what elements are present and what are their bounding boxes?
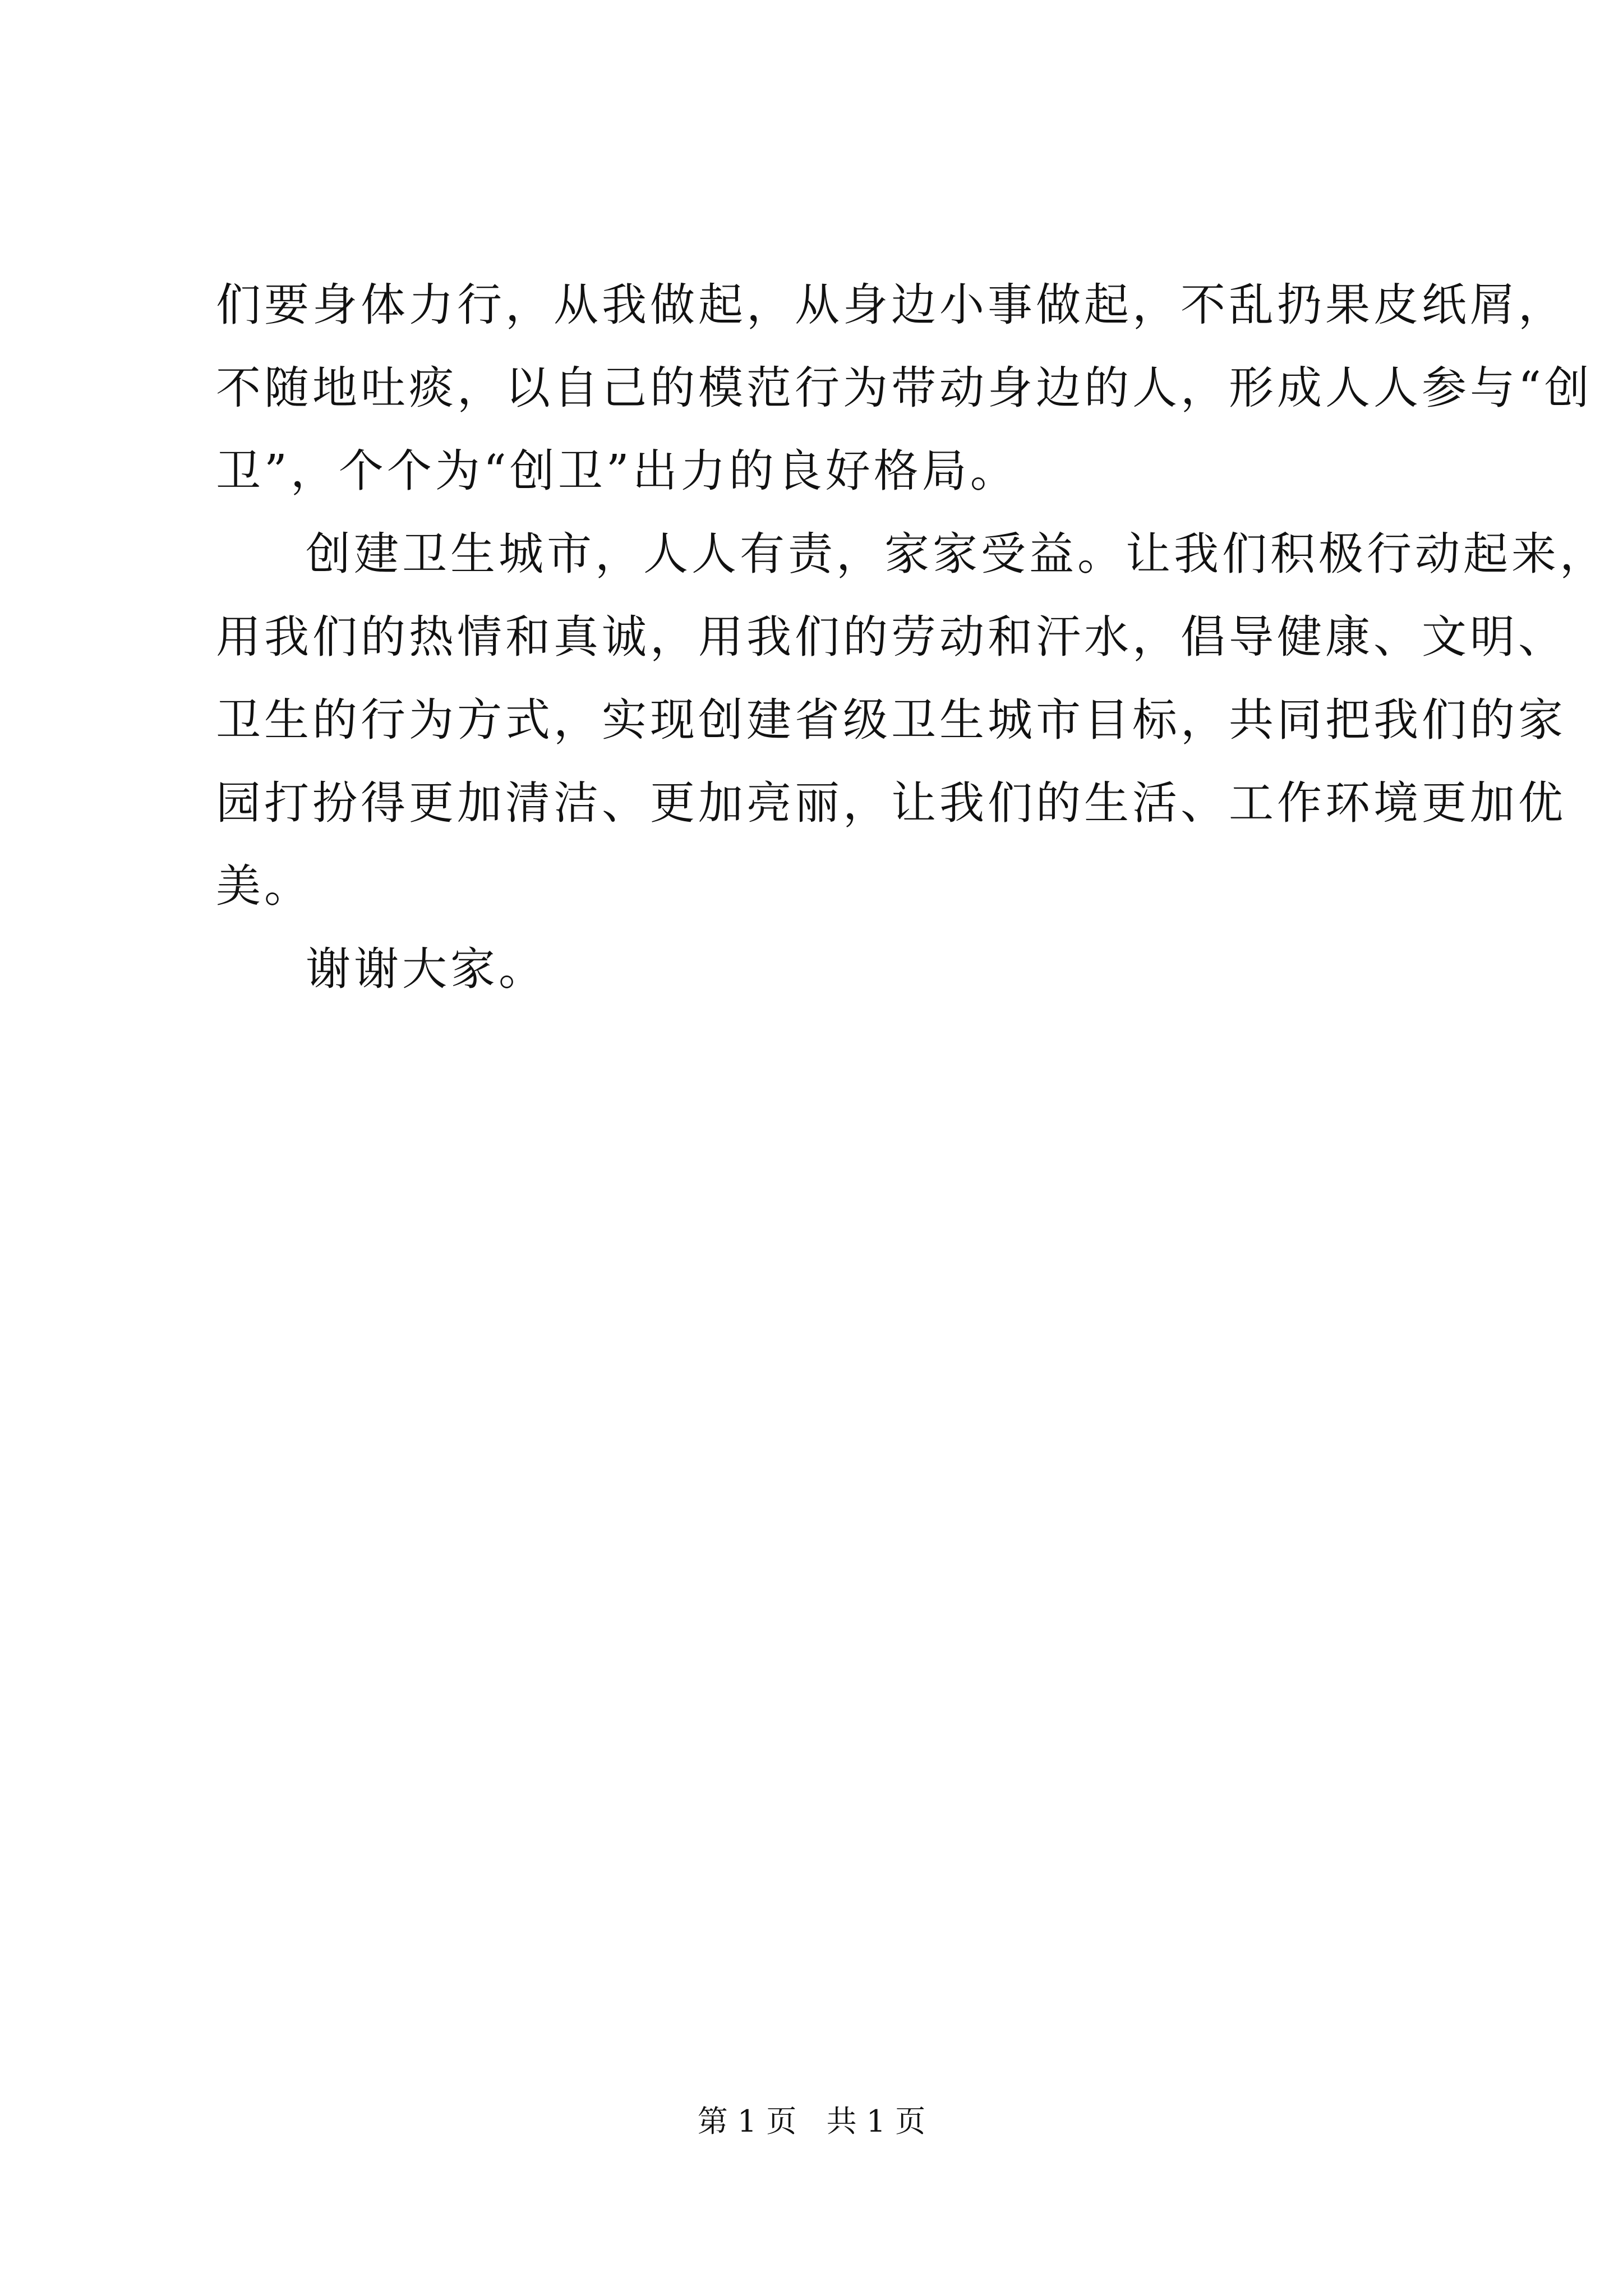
document-body (216, 264, 1608, 1011)
text-line: 卫”，个个为“创卫”出力的良好格局。 (216, 445, 1018, 497)
text-line: 不随地吐痰，以自己的模范行为带动身边的人，形成人人参与“创 (216, 362, 1593, 414)
page-footer (0, 2099, 1623, 2144)
text-line: 创建卫生城市，人人有责，家家受益。让我们积极行动起来， (306, 528, 1608, 580)
text-line: 园打扮得更加清洁、更加亮丽，让我们的生活、工作环境更加优 (216, 777, 1566, 829)
text-line: 用我们的热情和真诚，用我们的劳动和汗水，倡导健康、文明、 (216, 611, 1566, 663)
text-line: 美。 (216, 860, 312, 912)
paragraph (216, 928, 1410, 1011)
text-line: 卫生的行为方式，实现创建省级卫生城市目标，共同把我们的家 (216, 694, 1566, 746)
text-line: 们要身体力行，从我做起，从身边小事做起，不乱扔果皮纸屑， (216, 279, 1566, 331)
page-total: 共 1 页 (826, 2104, 926, 2139)
paragraph (216, 513, 1608, 928)
page-number: 第 1 页 (697, 2104, 797, 2139)
text-line: 谢谢大家。 (306, 943, 547, 995)
paragraph (216, 264, 1593, 513)
